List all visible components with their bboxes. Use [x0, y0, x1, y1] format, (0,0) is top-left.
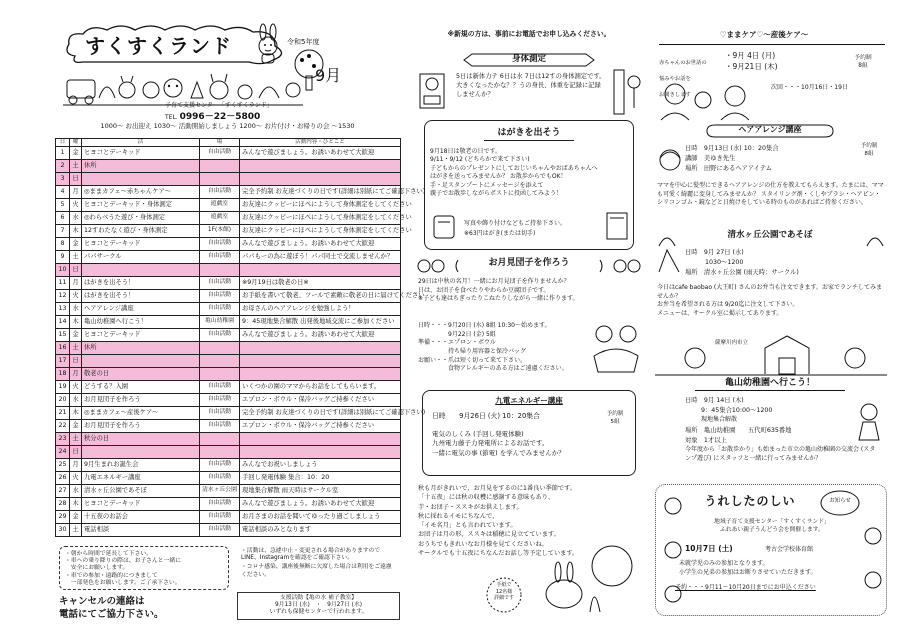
mama-care-reserve: 予約制 8組 — [854, 55, 872, 70]
day-cell: 22 — [56, 420, 70, 433]
activity-cell: はがきを出そう！ — [82, 277, 200, 290]
place-cell: 遊戯室 — [200, 212, 240, 225]
activity-cell: 秋分の日 — [82, 433, 200, 446]
note-cell: 電話相談のみとなります — [240, 524, 401, 537]
weekday-cell: 金 — [70, 329, 82, 342]
kinder-place-note: 現地集合解散 — [701, 416, 738, 423]
kinder-date: 日時 9月 14日 (木) — [685, 397, 744, 404]
note-line: ・コロナ感染、講座後無断に欠席した場合は利用をご遠慮ください。 — [241, 564, 392, 578]
day-cell: 5 — [56, 199, 70, 212]
schedule-header-cell: 活 — [82, 139, 200, 147]
activity-cell: 休所 — [82, 342, 200, 355]
note-cell: パパもーの為に遊ぼう！パパ同士で交流しませんか？ — [240, 251, 401, 264]
monthly-schedule-table — [55, 138, 426, 537]
activity-cell — [82, 264, 200, 277]
weekday-cell: 日 — [70, 355, 82, 368]
schedule-row — [56, 277, 401, 290]
place-cell: 自由活動 — [200, 498, 240, 511]
place-cell: 自由活動 — [200, 303, 240, 316]
schedule-row — [56, 381, 401, 394]
note-line: 一部発色をお願いします。ご了承下さい。 — [65, 579, 181, 586]
moon-rabbit-illustration — [530, 542, 642, 614]
kindergarten-child-illustration — [851, 400, 887, 444]
schedule-row — [56, 446, 401, 459]
place-cell: 自由活動 — [200, 290, 240, 303]
note-cell: エプロン・ボウル・保冷バッグご持参ください — [240, 420, 401, 433]
hair-date: 日時 9月13日 (水) 10：20集合 — [685, 145, 779, 152]
activity-cell: はがきを出そう！ — [82, 290, 200, 303]
schedule-row — [56, 498, 401, 511]
day-cell: 7 — [56, 225, 70, 238]
weekday-cell: 土 — [70, 342, 82, 355]
slide-icon — [655, 246, 683, 276]
note-cell: お友達にクッピーにほぺにようして身体測定をしてください — [240, 199, 401, 212]
sec-energy-date: 日時 9月26日 (火) 10：20集合 — [432, 412, 540, 420]
place-cell: 自由活動 — [200, 381, 240, 394]
note-cell — [240, 446, 401, 459]
animal-parade-illustration — [63, 62, 303, 106]
mama-care-label-1: 赤ちゃんのお世話の — [659, 59, 707, 66]
note-cell: お母さんのヘアアレンジを勉強しよう！ — [240, 303, 401, 316]
note-cell — [240, 433, 401, 446]
sec-energy-text: 電気のしくみ (手回し発電体験) 九州電力藤子力発電所によるお話です。 一緒に電気の事 (節電) を学んでみませんか？ — [432, 430, 565, 457]
mama-care-dates: ・9月 4日 (月) ・9月21日 (木) — [725, 51, 778, 72]
activity-cell: ヒヨコとデーキッド — [82, 238, 200, 251]
schedule-row — [56, 290, 401, 303]
sec-energy-capacity: 予約制 5組 — [606, 411, 624, 426]
schedule-row — [56, 433, 401, 446]
day-cell: 17 — [56, 355, 70, 368]
height-ruler-illustration — [610, 68, 644, 116]
note-cell: 完全予約制 お友達づくりの日です(詳細は別紙にてご確認下さい) — [240, 407, 401, 420]
place-cell: 自由活動 — [200, 277, 240, 290]
notes-left — [59, 546, 229, 590]
activity-cell: ◎わらべうた遊び・身体測定 — [82, 212, 200, 225]
note-cell: 9：45現地集合解散 出発後地域交流にご参加ください — [240, 316, 401, 329]
note-cell — [240, 342, 401, 355]
support-note: いずれも保健センターで行われます。 — [269, 609, 368, 616]
day-cell: 8 — [56, 238, 70, 251]
schedule-row — [56, 511, 401, 524]
weekday-cell: 土 — [70, 251, 82, 264]
park-text: 今日はcafe baobao (大王町) さんのお弁当も注文できます。お家でランチしてみませんか？ お弁当を希望される方は 9/20迄に注文して下さい。 メニューは、サークル室に掲示してあります。 — [657, 284, 883, 318]
kinder-place: 場所 亀山幼稚園 五代町635番地 — [685, 427, 792, 434]
place-cell: 自由活動 — [200, 420, 240, 433]
schedule-header-cell: 場 — [200, 139, 240, 147]
place-cell: 遊戯室 — [200, 199, 240, 212]
place-cell — [200, 368, 240, 381]
note-cell: お友達にクッピーにほぺにようして身体測定をしてください — [240, 225, 401, 238]
day-cell: 30 — [56, 524, 70, 537]
place-cell — [200, 173, 240, 186]
weekday-cell: 土 — [70, 433, 82, 446]
note-line: ・車への乗り降りの際は、お子さんと一緒に — [65, 558, 181, 565]
tel-number: 0996－22－5800 — [179, 112, 261, 122]
activity-cell: ヒヨコとデーキッド — [82, 147, 200, 160]
note-cell: ※9月19日は敬老の日※ — [240, 277, 401, 290]
note-cell: みんなでお祝いしましょう — [240, 459, 401, 472]
sports-day-text: 未就学児のみの参加となります。 小学生の兄弟の参加はお断りさせていただきます。 — [679, 560, 817, 576]
schedule-row — [56, 342, 401, 355]
day-cell: 2 — [56, 160, 70, 173]
support-title: 支援活動【亀の水 補子教室】 — [279, 595, 358, 601]
park-title: 清水ヶ丘公園であそぼ — [727, 230, 813, 240]
park-time: 1030～1200 — [705, 259, 744, 266]
sec-postcard-note2: ※63円はがき(または切手) — [464, 230, 536, 237]
sec-body-measure-text: 5日は新体力テ 6日は水 7日は12すの身体測定です。大きくなったかな？？うの身長、体重を記録に記録しませんか？ — [456, 73, 606, 99]
month-label: 9月 — [315, 66, 342, 85]
note-cell — [240, 264, 401, 277]
bunny-mascot-icon — [251, 24, 287, 64]
note-cell — [240, 173, 401, 186]
activity-cell: ◎ままカフェ～赤ちゃんケア～ — [82, 186, 200, 199]
hair-text: ママを中心に髪型にできるヘアアレンジの仕方を教えてもらえます。たまには、ママも可愛く綺麗に変身してみませんか？ スタイリング剤・くしやブラシ・ヘアピン・シリコンゴム・鏡などと日焼けをしている時のものがあればご持参ください。 — [657, 182, 884, 207]
schedule-row — [56, 147, 401, 160]
day-cell: 18 — [56, 368, 70, 381]
activity-cell: 休所 — [82, 160, 200, 173]
sec-moonview-text: 秋も月がきれいで、お月見をするのに1番良い季節です。 「十五夜」には秋の収穫に感謝する意味もあり、 芋・お団子・ススキがお供えします。 秋に採れるイモにちなんで、 「イモ名月」とも言われています。 お団子は月の形、ススキは稲穂に見立てています。 おうちでもきれいなお月様を見てくださいね。 サークルでも十五夜にちなんだお話し等予定しています。 — [418, 485, 579, 558]
note-cell: お月さまのお話を聞いてゆったり過ごしましょう — [240, 511, 401, 524]
activity-cell: ヘアアレンジ講座 — [82, 303, 200, 316]
sec-dumpling-text: 29日は中秋の名月！一緒にお月見団子を作りませんか？ 日は、お団子を食べたりやわらか豆腐団子です。 ※子ども達はちぎったりこねたりしながら一緒に作ります。 — [418, 278, 579, 303]
park-place: 場所 清水ヶ丘公園 (雨天時：サークル) — [685, 269, 799, 276]
notes-area — [55, 542, 400, 620]
schedule-row — [56, 394, 401, 407]
note-line: ・車での参加・遠路的につきまして — [65, 572, 158, 579]
day-cell: 29 — [56, 511, 70, 524]
schedule-header-cell: 曜 — [70, 139, 82, 147]
schedule-row — [56, 368, 401, 381]
schedule-row — [56, 264, 401, 277]
day-cell: 1 — [56, 147, 70, 160]
activity-cell: 九電エネルギー講座 — [82, 472, 200, 485]
sec-energy-title: 九電エネルギー講座 — [495, 396, 563, 405]
weekday-cell: 火 — [70, 290, 82, 303]
new-user-notice: ※新規の方は、事前にお電話でお申し込みください。 — [447, 30, 611, 38]
schedule-row — [56, 355, 401, 368]
day-cell: 15 — [56, 329, 70, 342]
schedule-row — [56, 238, 401, 251]
day-cell: 23 — [56, 433, 70, 446]
day-cell: 20 — [56, 394, 70, 407]
place-cell: 自由活動 — [200, 147, 240, 160]
schedule-row — [56, 472, 401, 485]
activity-cell: パパサークル — [82, 251, 200, 264]
weekday-cell: 金 — [70, 147, 82, 160]
note-line: 安全にお願いします。 — [65, 565, 129, 572]
sec-body-measure-title: 身体測定 — [511, 54, 546, 64]
day-cell: 27 — [56, 485, 70, 498]
note-cell: みんなで遊びましょう。お誘いあわせて大歓迎 — [240, 238, 401, 251]
sports-day-badge: お知らせ — [829, 498, 851, 504]
activity-cell: ヒヨコとデーキッド・身体測定 — [82, 199, 200, 212]
schedule-row — [56, 485, 401, 498]
place-cell: 自由活動 — [200, 511, 240, 524]
newsletter-title: すくすくランド — [85, 34, 232, 58]
schedule-row — [56, 251, 401, 264]
mama-care-title: ♡ままケア♡～産後ケア～ — [719, 30, 809, 39]
note-cell: エプロン・ボウル・保冷バッグご持参ください — [240, 394, 401, 407]
schedule-header-cell: 活動内容・ひとこと — [240, 139, 401, 147]
weekday-cell: 火 — [70, 381, 82, 394]
weekday-cell: 月 — [70, 277, 82, 290]
note-cell: お友達にクッピーにほぺにようして身体測定をしてください — [240, 212, 401, 225]
activity-cell: 十五夜のお話会 — [82, 511, 200, 524]
place-cell: 清水ヶ丘公園 — [200, 485, 240, 498]
schedule-row — [56, 199, 401, 212]
schedule-row — [56, 329, 401, 342]
park-banner-icons — [655, 226, 887, 250]
children-cooking-illustration — [590, 322, 642, 376]
weekday-cell: 日 — [70, 446, 82, 459]
note-cell: 完全予約制 お友達づくりの日です(詳細は別紙にてご確認下さい) — [240, 186, 401, 199]
place-cell: 自由活動 — [200, 459, 240, 472]
weekday-cell: 水 — [70, 485, 82, 498]
schedule-row — [56, 173, 401, 186]
place-cell — [200, 160, 240, 173]
tel-prefix: TEL. — [165, 114, 178, 121]
activity-cell: 敬老の日 — [82, 368, 200, 381]
weekday-cell: 月 — [70, 459, 82, 472]
kinder-time: 9：45集合10:00～1200 — [701, 407, 773, 414]
day-cell: 4 — [56, 186, 70, 199]
activity-cell — [82, 173, 200, 186]
kinder-target: 対象 1才以上 — [685, 437, 727, 444]
kinder-title: 亀山幼稚園へ行こう！ — [724, 378, 815, 388]
weekday-cell: 火 — [70, 199, 82, 212]
hair-teacher: 講師 美ゆき先生 — [685, 155, 736, 162]
sec-moonview-badge: 手紙で 12名様 詳細です — [493, 582, 514, 601]
schedule-row — [56, 303, 401, 316]
day-cell: 12 — [56, 290, 70, 303]
place-cell: 自由活動 — [200, 394, 240, 407]
right-page — [655, 22, 887, 622]
day-cell: 11 — [56, 277, 70, 290]
schedule-header-cell: 日 — [56, 139, 70, 147]
divider — [695, 390, 845, 391]
note-cell: 現地集合解散 雨天時はサークル室 — [240, 485, 401, 498]
title-underline — [484, 140, 574, 141]
place-cell — [200, 446, 240, 459]
org-name: 子育て支援センター「すくすくランド」 — [165, 102, 273, 109]
day-cell: 19 — [56, 381, 70, 394]
middle-page — [414, 22, 644, 622]
weekday-cell: 水 — [70, 212, 82, 225]
schedule-row — [56, 225, 401, 238]
weekday-cell: 月 — [70, 368, 82, 381]
place-cell — [200, 433, 240, 446]
place-cell — [200, 264, 240, 277]
weekday-cell: 月 — [70, 186, 82, 199]
activity-cell: 12すわたなく遊び・身体測定 — [82, 225, 200, 238]
activity-cell: 清水ヶ丘公園であそぼ — [82, 485, 200, 498]
sports-day-place: 考古会学校体育館 — [765, 546, 814, 553]
support-dates: 9月13日 (水) ・ 9月27日 (水) — [274, 602, 363, 609]
note-cell — [240, 355, 401, 368]
day-cell: 9 — [56, 251, 70, 264]
hair-place: 場所 田野にあるヘアアイテム — [685, 165, 773, 172]
weekday-cell: 火 — [70, 472, 82, 485]
place-cell: 自由活動 — [200, 329, 240, 342]
hair-title: ヘアアレンジ講座 — [738, 125, 802, 134]
schedule-row — [56, 212, 401, 225]
place-cell: 自由活動 — [200, 238, 240, 251]
weekday-cell: 金 — [70, 511, 82, 524]
note-cell — [240, 160, 401, 173]
weekday-cell: 土 — [70, 524, 82, 537]
day-cell: 26 — [56, 472, 70, 485]
activity-cell: お月見団子を作ろう — [82, 420, 200, 433]
mama-care-next: 次回・・・10月16日・19日 — [771, 84, 848, 91]
place-cell: 自由活動 — [200, 186, 240, 199]
note-line: ・活動は、急遽中止・変更される場合がありますのでLINE、Instagramを確認をご確認下さい。 — [241, 548, 381, 562]
sec-postcard-title: はがきを出そう — [497, 128, 561, 138]
activity-cell: 電話相談 — [82, 524, 200, 537]
left-page — [55, 22, 426, 622]
schedule-row — [56, 524, 401, 537]
schedule-row — [56, 316, 401, 329]
day-cell: 24 — [56, 446, 70, 459]
sports-day-decor-right — [859, 522, 887, 612]
weekday-cell: 水 — [70, 394, 82, 407]
cancel-line-1: キャンセルの連絡は — [59, 596, 145, 607]
weekday-cell: 土 — [70, 160, 82, 173]
note-cell — [240, 368, 401, 381]
day-cell: 3 — [56, 173, 70, 186]
sports-day-title: うれしたのしい — [704, 494, 796, 508]
activity-cell: どうする？入園 — [82, 381, 200, 394]
weekday-cell: 水 — [70, 303, 82, 316]
sports-day-sub: 地域子育て支援センター「すくすくランド」 ふれあい親子うんどう会を開催します。 — [714, 519, 830, 534]
hair-reserve: 予約制 8組 — [860, 143, 878, 158]
schedule-row — [56, 420, 401, 433]
day-cell: 6 — [56, 212, 70, 225]
sports-day-apply: 予約・・・9月11～10月20日までにお申込ください — [675, 584, 816, 591]
sec-dumpling-details: 日時・・・9月20日 (水) 8組 10:30～始めます。 9月22日 (金) 5組 準備・・・エプロン・ボウル 持ち帰り用容器と保冷バッグ お願い・・爪は短く切って来て下さい。 食物アレルギーのある方はご遠慮ください。 — [418, 322, 568, 373]
mama-care-label-3: お聞きします — [659, 91, 691, 98]
activity-cell: 亀山幼稚園へ行こう！ — [82, 316, 200, 329]
schedule-row — [56, 459, 401, 472]
sports-day-decor-left — [659, 492, 689, 612]
sec-postcard-text: 9月18日は敬老の日です。 9/11・9/12 (どちらかで来て下さい) 子どもからのプレゼントにしておじいちゃんやおばあちゃんへ はがきを送ってみませんか？ お散歩からでもOK！ 手・足スタンプートにメッセージを添えて 親子でお散歩しながらポストに投函してみよう！ — [430, 148, 598, 197]
mother-baby-illustration — [655, 75, 775, 122]
activity-cell: ヒヨコとデーキッド — [82, 498, 200, 511]
day-cell: 13 — [56, 303, 70, 316]
sec-postcard-note1: 写真や飾り付けなどもご持参下さい。 — [464, 220, 567, 227]
day-cell: 14 — [56, 316, 70, 329]
daily-timeline: 1000～ お出迎え 1030～ 活動開始しましょう 1200～ お片付け・お帰りの会 ～1530 — [100, 122, 355, 130]
weekday-cell: 日 — [70, 173, 82, 186]
day-cell: 10 — [56, 264, 70, 277]
weekday-cell: 木 — [70, 498, 82, 511]
hair-model-illustration — [655, 146, 685, 180]
note-cell: みんなで遊びましょう。お誘いあわせて大歓迎 — [240, 498, 401, 511]
notes-right — [237, 546, 400, 583]
cancel-notice — [59, 596, 229, 622]
note-cell: 手回し発電体験 集合：10：20 — [240, 472, 401, 485]
weekday-cell: 日 — [70, 264, 82, 277]
weekday-cell: 金 — [70, 238, 82, 251]
weekday-cell: 木 — [70, 407, 82, 420]
day-cell: 21 — [56, 407, 70, 420]
kinder-text: 今年度から「お散歩かり」も始まった市立の亀山幼稚園の交流会 (スタンプ遊び) にスタッフと一緒に行ってみませんか？ — [685, 446, 876, 462]
divider — [659, 44, 885, 45]
weekday-cell: 金 — [70, 420, 82, 433]
support-box — [237, 592, 400, 620]
activity-cell: お月見団子を作ろう — [82, 394, 200, 407]
masthead — [55, 22, 400, 120]
day-cell: 28 — [56, 498, 70, 511]
day-cell: 16 — [56, 342, 70, 355]
postcard-icon — [604, 210, 632, 242]
schedule-row — [56, 160, 401, 173]
note-cell: みんなで遊びましょう。お誘いあわせて大歓迎 — [240, 147, 401, 160]
mailbox-icon — [430, 212, 460, 242]
place-cell: 自由活動 — [200, 407, 240, 420]
kinder-city-label: 薩摩川内市立 — [715, 340, 749, 346]
kindergarten-building-illustration — [655, 328, 887, 378]
place-cell: 自由活動 — [200, 472, 240, 485]
scale-illustration — [414, 70, 454, 114]
mama-care-label-2: 悩みやお話を — [659, 75, 691, 82]
activity-cell — [82, 355, 200, 368]
place-cell: 自由活動 — [200, 524, 240, 537]
place-cell — [200, 355, 240, 368]
place-cell — [200, 342, 240, 355]
note-cell: いくつかの園のママからお話をしてもらいます。 — [240, 381, 401, 394]
note-cell: お手紙を書いて敬老、ツールで素敵に敬老の日に届けてください — [240, 290, 401, 303]
schedule-header-row — [56, 139, 401, 147]
note-cell: みんなで遊びましょう。お誘いあわせて大歓迎 — [240, 329, 401, 342]
weekday-cell: 木 — [70, 316, 82, 329]
sec-dumpling-title: お月見団子を作ろう — [488, 258, 570, 268]
activity-cell: ◎ままカフェ～産後ケア～ — [82, 407, 200, 420]
activity-cell: 9月生まれお誕生会 — [82, 459, 200, 472]
note-line: ・朝から時間で延長して下さい。 — [65, 551, 152, 557]
cancel-line-2: 電話にてご協力下さい。 — [59, 608, 164, 620]
schedule-row — [56, 407, 401, 420]
park-date: 日時 9月 27日 (水) — [685, 249, 744, 256]
schedule-row — [56, 186, 401, 199]
place-cell: 亀山幼稚園 — [200, 316, 240, 329]
activity-cell: ヒヨコとデーキッド — [82, 329, 200, 342]
activity-cell — [82, 446, 200, 459]
fiscal-year: 令和5年度 — [287, 38, 320, 46]
weekday-cell: 木 — [70, 225, 82, 238]
place-cell: 1F(本館) — [200, 225, 240, 238]
place-cell: 自由活動 — [200, 251, 240, 264]
day-cell: 25 — [56, 459, 70, 472]
sports-day-date: 10月7日 (土) — [685, 544, 733, 553]
